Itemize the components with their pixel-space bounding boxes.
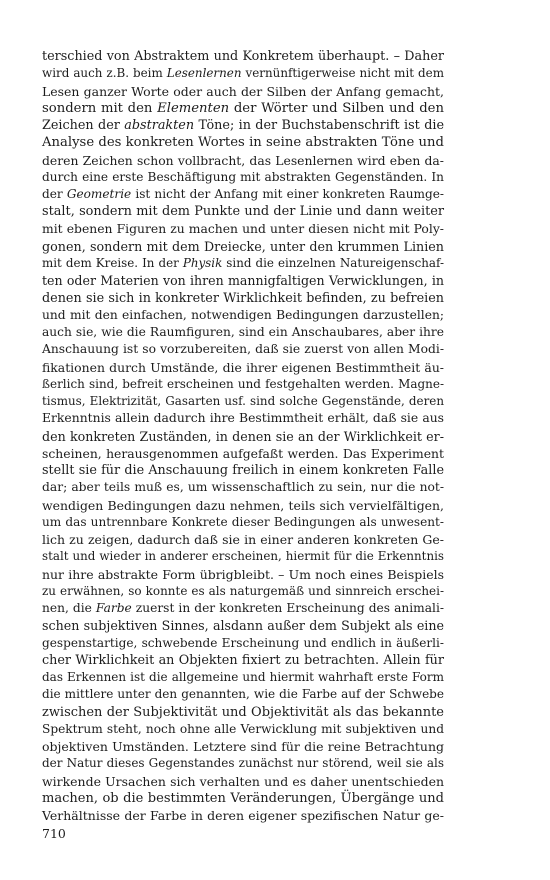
text-run: gespenstartige, schwebende Erscheinung und endlich in äußerli- [42, 635, 444, 650]
text-run: fikationen durch Umstände, die ihrer eigenen Bestimmtheit äu- [42, 359, 444, 375]
text-line [42, 773, 444, 790]
text-line [42, 514, 444, 531]
text-line [42, 617, 444, 634]
text-run: denen sie sich in konkreter Wirklichkeit befinden, zu befreien [42, 290, 444, 306]
emphasized-term: abstrakten [124, 118, 195, 133]
text-run: zuerst in der konkreten Erscheinung des animali- [131, 601, 444, 615]
text-line [42, 721, 444, 738]
text-line [42, 272, 444, 289]
text-run: schen subjektiven Sinnes, alsdann außer dem Subjekt als eine [42, 618, 444, 634]
text-line [42, 497, 444, 514]
text-run: machen, ob die bestimmten Veränderungen, Übergänge und [42, 790, 444, 806]
text-run: deren Zeichen schon vollbracht, das Lesenlernen wird eben da- [42, 152, 444, 168]
text-run: Verhältnisse der Farbe in deren eigener spezifischen Natur ge- [42, 808, 444, 823]
text-line [42, 669, 444, 686]
text-line [42, 393, 444, 410]
text-line [42, 324, 444, 341]
text-line [42, 48, 444, 65]
text-line [42, 600, 444, 617]
body-text [42, 48, 444, 824]
text-run: den konkreten Zuständen, in denen sie an der Wirklichkeit er- [42, 428, 444, 444]
text-line [42, 238, 444, 255]
text-run: scheinen, herausgenommen aufgefaßt werden. Das Experiment [42, 445, 444, 461]
text-line [42, 807, 444, 824]
text-run: Lesen ganzer Worte oder auch der Silben der Anfang gemacht, [42, 83, 444, 99]
text-run: terschied von Abstraktem und Konkretem überhaupt. – Daher [42, 49, 444, 64]
text-run: wendigen Bedingungen dazu nehmen, teils sich vervielfältigen, [42, 497, 444, 513]
emphasized-term: Physik [182, 256, 223, 270]
text-run: sind die einzelnen Natureigenschaf- [222, 256, 444, 270]
text-run: Töne; in der Buchstabenschrift ist die [194, 118, 445, 133]
text-run: sondern mit den [42, 100, 158, 116]
text-run: der Wörter und Silben und den [229, 100, 444, 116]
text-line [42, 790, 444, 807]
text-line [42, 462, 444, 479]
text-run: das Erkennen ist die allgemeine und hiermit wahrhaft erste Form [42, 670, 444, 684]
text-run: wird auch z.B. beim [42, 66, 167, 81]
emphasized-term: Geometrie [66, 187, 132, 201]
text-run: Anschauung ist so vorzubereiten, daß sie zuerst von allen Modi- [42, 342, 444, 357]
text-run: wirkende Ursachen sich verhalten und es daher unentschieden [42, 773, 444, 789]
text-line [42, 83, 444, 100]
text-run: mit ebenen Figuren zu machen und unter diesen nicht mit Poly- [42, 221, 444, 236]
text-run: nen, die [42, 601, 96, 615]
emphasized-term: Elementen [157, 100, 230, 116]
text-run: zwischen der Subjektivität und Objektivität als das bekannte [42, 704, 444, 720]
text-run: Zeichen der [42, 118, 125, 133]
text-line [42, 65, 444, 82]
text-line [42, 531, 444, 548]
text-line [42, 255, 444, 272]
page-number: 710 [42, 826, 66, 841]
text-line [42, 359, 444, 376]
text-line [42, 169, 444, 186]
text-line [42, 410, 444, 427]
text-line [42, 479, 444, 496]
text-run: vernünftigerweise nicht mit dem [241, 66, 444, 81]
text-run: Analyse des konkreten Wortes in seine abstrakten Töne und [42, 135, 444, 151]
text-line [42, 290, 444, 307]
text-run: der [42, 187, 67, 201]
text-run: lich zu zeigen, dadurch daß sie in einer anderen konkreten Ge- [42, 532, 444, 547]
text-run: Erkenntnis allein dadurch ihre Bestimmtheit erhält, daß sie aus [42, 411, 444, 426]
text-line [42, 652, 444, 669]
text-run: stellt sie für die Anschauung freilich in einem konkreten Falle [42, 463, 444, 478]
text-run: um das untrennbare Konkrete dieser Bedingungen als unwesent- [42, 514, 444, 529]
text-line [42, 341, 444, 358]
text-run: stalt und wieder in anderer erscheinen, hiermit für die Erkenntnis [42, 549, 444, 564]
text-line [42, 428, 444, 445]
text-run: nur ihre abstrakte Form übrigbleibt. – Um noch eines Beispiels [42, 566, 444, 582]
text-run: und mit den einfachen, notwendigen Bedingungen darzustellen; [42, 307, 444, 322]
text-line [42, 186, 444, 203]
text-line [42, 134, 444, 151]
text-run: ßerlich sind, befreit erscheinen und festgehalten werden. Magne- [42, 376, 444, 391]
text-line [42, 445, 444, 462]
text-run: Spektrum steht, noch ohne alle Verwicklung mit subjektiven und [42, 721, 444, 736]
text-line [42, 583, 444, 600]
text-run: mit dem Kreise. In der [42, 256, 183, 270]
text-line [42, 686, 444, 703]
text-line [42, 203, 444, 220]
text-line [42, 100, 444, 117]
text-run: objektiven Umständen. Letztere sind für die reine Betrachtung [42, 739, 444, 754]
text-line [42, 635, 444, 652]
text-run: der Natur dieses Gegenstandes zunächst nur störend, weil sie als [42, 756, 444, 771]
text-line [42, 738, 444, 755]
emphasized-term: Lesenlernen [166, 66, 242, 81]
text-line [42, 548, 444, 565]
text-run: auch sie, wie die Raumfiguren, sind ein Anschaubares, aber ihre [42, 325, 444, 339]
text-line [42, 755, 444, 772]
text-run: zu erwähnen, so konnte es als naturgemäß und sinnreich erschei- [42, 583, 444, 598]
text-line [42, 221, 444, 238]
text-run: dar; aber teils muß es, um wissenschaftlich zu sein, nur die not- [42, 480, 444, 495]
emphasized-term: Farbe [95, 601, 132, 615]
text-run: ten oder Materien von ihren mannigfaltigen Verwicklungen, in [42, 273, 444, 289]
text-run: ist nicht der Anfang mit einer konkreten Raumge- [131, 187, 444, 201]
text-line [42, 704, 444, 721]
text-line [42, 152, 444, 169]
text-run: die mittlere unter den genannten, wie die Farbe auf der Schwebe [42, 687, 444, 702]
text-line [42, 307, 444, 324]
text-line [42, 376, 444, 393]
text-line [42, 566, 444, 583]
text-run: gonen, sondern mit dem Dreiecke, unter den krummen Linien [42, 238, 444, 254]
text-run: cher Wirklichkeit an Objekten fixiert zu betrachten. Allein für [42, 652, 444, 668]
text-run: durch eine erste Beschäftigung mit abstrakten Gegenständen. In [42, 169, 444, 184]
text-run: tismus, Elektrizität, Gasarten usf. sind solche Gegenstände, deren [42, 394, 444, 408]
text-run: stalt, sondern mit dem Punkte und der Linie und dann weiter [42, 204, 444, 220]
text-line [42, 117, 444, 134]
